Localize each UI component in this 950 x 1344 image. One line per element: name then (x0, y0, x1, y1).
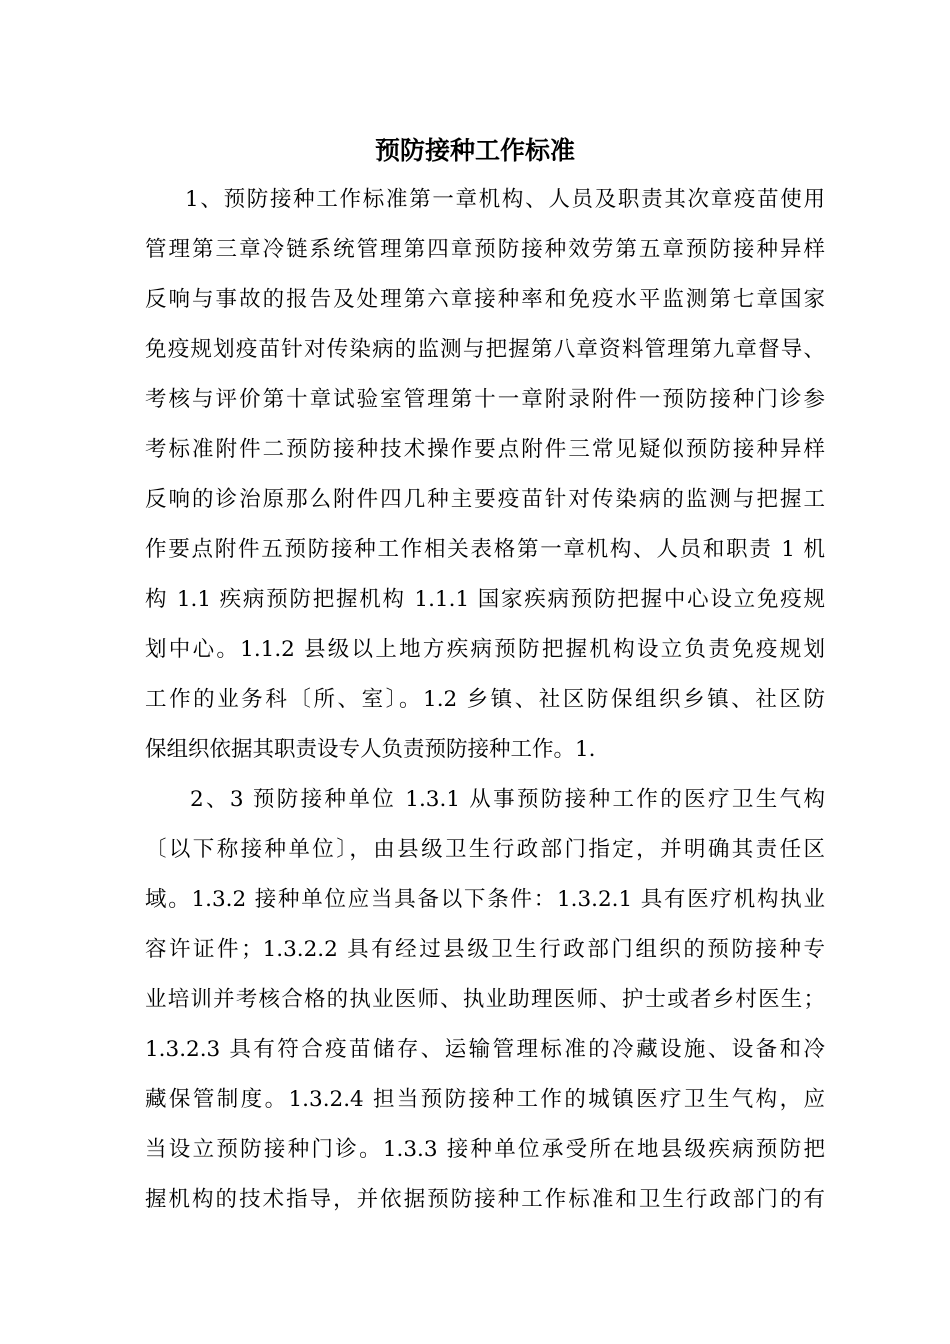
paragraph-1-line-10: 划中心。1.1.2 县级以上地方疾病预防把握机构设立负责免疫规划 (145, 637, 825, 662)
paragraph-2-line-1: 2、3 预防接种单位 1.3.1 从事预防接种工作的医疗卫生气构 (190, 787, 825, 812)
paragraph-2-line-4: 容许证件；1.3.2.2 具有经过县级卫生行政部门组织的预防接种专 (145, 937, 825, 962)
paragraph-1-line-4: 免疫规划疫苗针对传染病的监测与把握第八章资料管理第九章督导、 (145, 337, 825, 362)
paragraph-2-line-2: 〔以下称接种单位〕，由县级卫生行政部门指定，并明确其责任区 (145, 837, 825, 862)
paragraph-1-line-9: 构 1.1 疾病预防把握机构 1.1.1 国家疾病预防把握中心设立免疫规 (145, 587, 825, 612)
paragraph-2-line-5: 业培训并考核合格的执业医师、执业助理医师、护士或者乡村医生； (145, 987, 825, 1012)
paragraph-2-line-8: 当设立预防接种门诊。1.3.3 接种单位承受所在地县级疾病预防把 (145, 1137, 825, 1162)
paragraph-2-line-6: 1.3.2.3 具有符合疫苗储存、运输管理标准的冷藏设施、设备和冷 (145, 1037, 825, 1062)
paragraph-2-line-3: 域。1.3.2 接种单位应当具备以下条件：1.3.2.1 具有医疗机构执业 (145, 887, 825, 912)
paragraph-1-line-1: 1、预防接种工作标准第一章机构、人员及职责其次章疫苗使用 (185, 187, 825, 212)
paragraph-1-line-6: 考标准附件二预防接种技术操作要点附件三常见疑似预防接种异样 (145, 437, 825, 462)
paragraph-1-line-7: 反响的诊治原那么附件四几种主要疫苗针对传染病的监测与把握工 (145, 487, 825, 512)
document-title: 预防接种工作标准 (374, 136, 575, 165)
paragraph-1-line-5: 考核与评价第十章试验室管理第十一章附录附件一预防接种门诊参 (145, 387, 825, 412)
paragraph-1-line-11: 工作的业务科〔所、室〕。1.2 乡镇、社区防保组织乡镇、社区防 (145, 687, 825, 712)
paragraph-1-line-2: 管理第三章冷链系统管理第四章预防接种效劳第五章预防接种异样 (145, 237, 825, 262)
paragraph-2-line-7: 藏保管制度。1.3.2.4 担当预防接种工作的城镇医疗卫生气构，应 (145, 1087, 825, 1112)
paragraph-1-line-3: 反响与事故的报告及处理第六章接种率和免疫水平监测第七章国家 (145, 287, 825, 312)
paragraph-2-line-9: 握机构的技术指导，并依据预防接种工作标准和卫生行政部门的有 (145, 1187, 825, 1212)
paragraph-1-line-8: 作要点附件五预防接种工作相关表格第一章机构、人员和职责 1 机 (145, 537, 825, 562)
paragraph-1-line-12: 保组织依据其职责设专人负责预防接种工作。1. (145, 737, 596, 762)
